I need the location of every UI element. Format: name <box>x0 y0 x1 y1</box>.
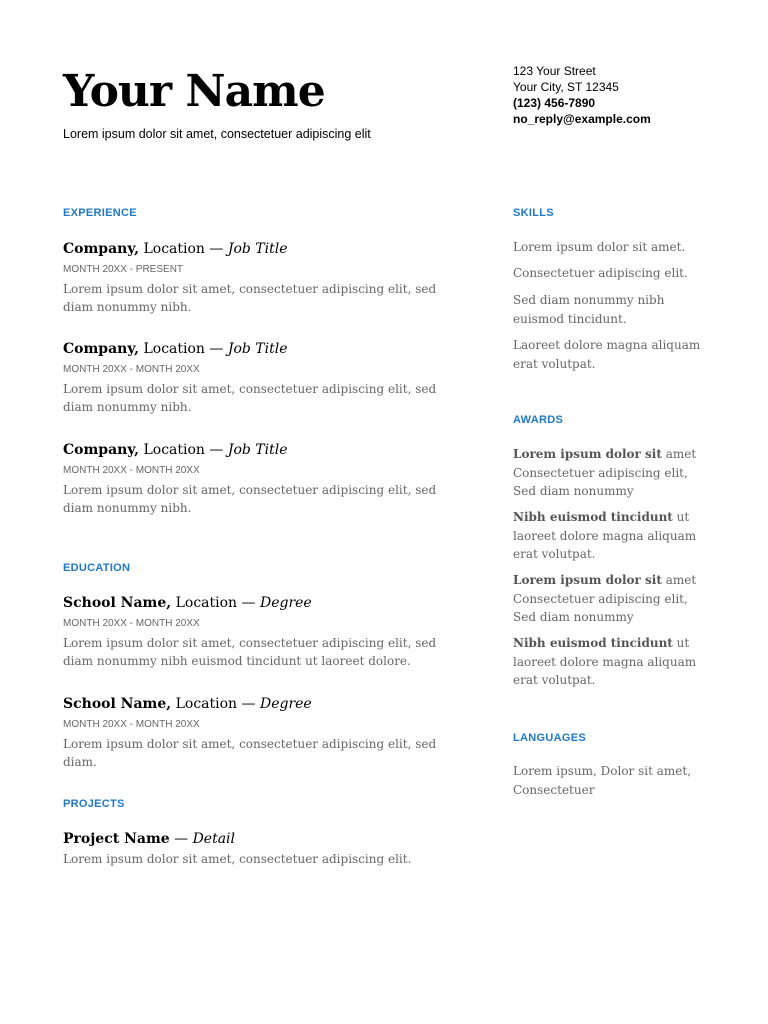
company-name: Company, <box>63 442 140 458</box>
experience-entry <box>63 240 453 316</box>
job-title: Job Title <box>227 241 288 257</box>
job-title: Job Title <box>227 341 288 357</box>
contact-city: Your City, ST 12345 <box>513 80 619 94</box>
award-item <box>513 634 713 690</box>
skill-item: Lorem ipsum dolor sit amet. <box>513 240 686 254</box>
degree: Degree <box>259 595 312 611</box>
contact-block <box>513 63 651 127</box>
project-name: Project Name <box>63 831 170 847</box>
skill-item: Sed diam nonummy nibh euismod tincidunt. <box>513 293 665 326</box>
experience-heading: EXPERIENCE <box>63 207 137 219</box>
entry-header <box>63 594 453 612</box>
skill-item: Laoreet dolore magna aliquam erat volutpat. <box>513 338 701 371</box>
award-name: Lorem ipsum dolor sit <box>513 447 662 461</box>
job-title: Job Title <box>227 442 288 458</box>
entry-description: Lorem ipsum dolor sit amet, consectetuer adipiscing elit. <box>63 852 412 866</box>
company-location: Location — <box>139 442 228 458</box>
projects-heading: PROJECTS <box>63 798 125 810</box>
education-heading: EDUCATION <box>63 562 131 574</box>
award-item <box>513 445 713 501</box>
skills-heading: SKILLS <box>513 207 554 219</box>
contact-email: no_reply@example.com <box>513 112 651 126</box>
entry-header <box>63 240 453 258</box>
project-entry <box>63 830 453 868</box>
project-separator: — <box>169 831 193 847</box>
award-name: Nibh euismod tincidunt <box>513 510 673 524</box>
education-entry <box>63 695 453 771</box>
contact-street: 123 Your Street <box>513 64 596 78</box>
entry-header <box>63 830 453 848</box>
resume-name: Your Name <box>63 66 325 117</box>
resume-tagline: Lorem ipsum dolor sit amet, consectetuer adipiscing elit <box>63 127 371 141</box>
awards-heading: AWARDS <box>513 414 564 426</box>
award-description: ut laoreet dolore magna aliquam erat volutpat. <box>513 636 697 687</box>
company-location: Location — <box>139 241 228 257</box>
entry-header <box>63 340 453 358</box>
award-description: amet Consectetuer adipiscing elit, Sed diam nonummy <box>513 573 697 624</box>
school-location: Location — <box>171 696 260 712</box>
company-location: Location — <box>139 341 228 357</box>
experience-entry <box>63 441 453 517</box>
school-location: Location — <box>171 595 260 611</box>
degree: Degree <box>259 696 312 712</box>
experience-entry <box>63 340 453 416</box>
entry-dates: MONTH 20XX - MONTH 20XX <box>63 465 200 476</box>
award-name: Lorem ipsum dolor sit <box>513 573 662 587</box>
entry-dates: MONTH 20XX - MONTH 20XX <box>63 364 200 375</box>
education-entry <box>63 594 453 670</box>
entry-dates: MONTH 20XX - MONTH 20XX <box>63 719 200 730</box>
contact-phone: (123) 456-7890 <box>513 96 596 110</box>
languages-list: Lorem ipsum, Dolor sit amet, Consectetuer <box>513 764 692 797</box>
award-name: Nibh euismod tincidunt <box>513 636 673 650</box>
entry-dates: MONTH 20XX - PRESENT <box>63 264 184 275</box>
languages-heading: LANGUAGES <box>513 732 586 744</box>
entry-description: Lorem ipsum dolor sit amet, consectetuer adipiscing elit, sed diam nonummy nibh. <box>63 483 437 515</box>
award-item <box>513 571 713 627</box>
entry-description: Lorem ipsum dolor sit amet, consectetuer adipiscing elit, sed diam. <box>63 737 437 769</box>
school-name: School Name, <box>63 595 172 611</box>
skill-item: Consectetuer adipiscing elit. <box>513 266 688 280</box>
school-name: School Name, <box>63 696 172 712</box>
award-description: ut laoreet dolore magna aliquam erat volutpat. <box>513 510 697 561</box>
entry-dates: MONTH 20XX - MONTH 20XX <box>63 618 200 629</box>
entry-header <box>63 441 453 459</box>
entry-description: Lorem ipsum dolor sit amet, consectetuer adipiscing elit, sed diam nonummy nibh euismod tincidunt ut laoreet dolore. <box>63 636 437 668</box>
company-name: Company, <box>63 241 140 257</box>
company-name: Company, <box>63 341 140 357</box>
project-detail: Detail <box>192 831 236 847</box>
entry-description: Lorem ipsum dolor sit amet, consectetuer adipiscing elit, sed diam nonummy nibh. <box>63 382 437 414</box>
award-item <box>513 508 713 564</box>
award-description: amet Consectetuer adipiscing elit, Sed diam nonummy <box>513 447 697 498</box>
entry-header <box>63 695 453 713</box>
entry-description: Lorem ipsum dolor sit amet, consectetuer adipiscing elit, sed diam nonummy nibh. <box>63 282 437 314</box>
